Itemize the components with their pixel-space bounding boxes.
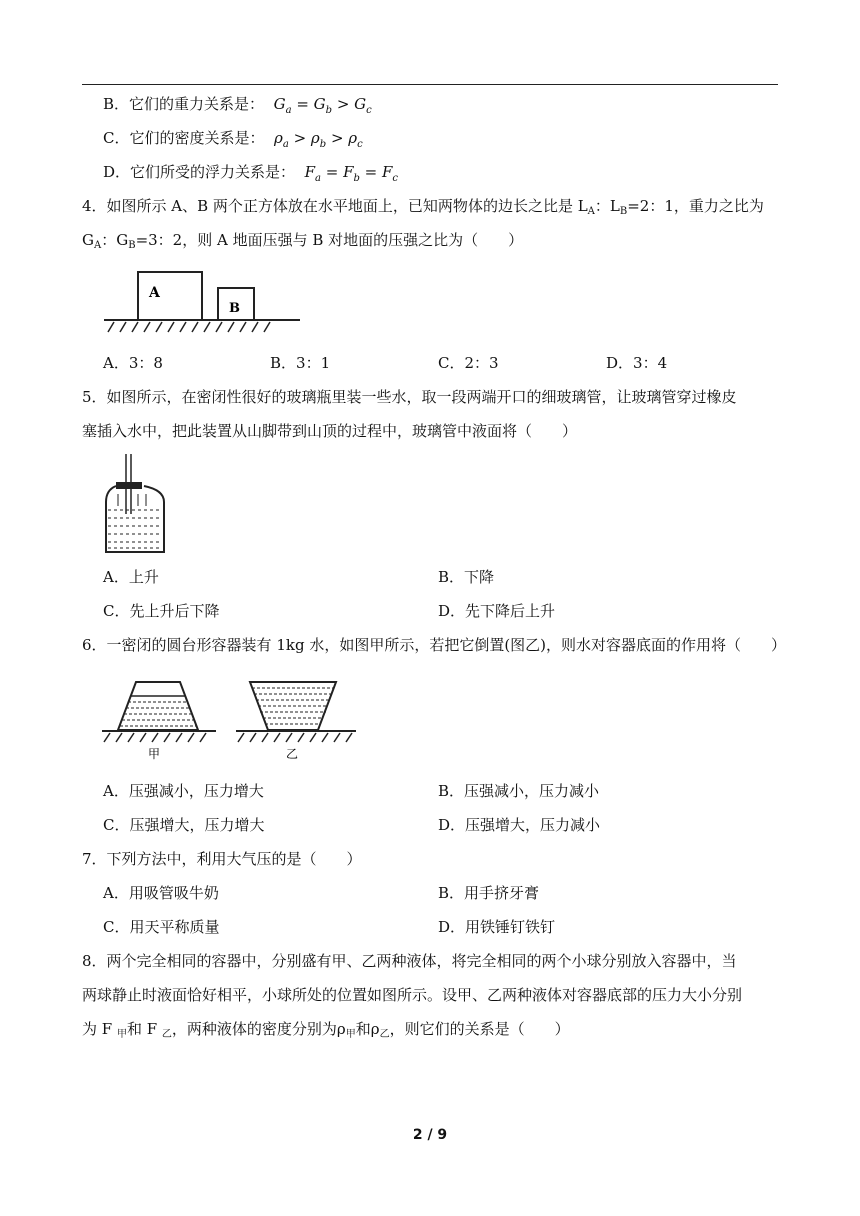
fig-label-yi: 乙 — [286, 747, 299, 761]
q4-stem-line1: 4．如图所示 A、B 两个正方体放在水平地面上，已知两物体的边长之比是 $L_A$：$L_B=2$：1，重力之比为 — [82, 197, 764, 217]
q3-option-b: B．它们的重力关系是： $G_a = G_b > G_c$ — [103, 95, 372, 116]
q5-option-b: B．下降 — [438, 568, 495, 586]
q7-option-b: B．用手挤牙膏 — [438, 884, 540, 902]
q4-stem-line2: $G_A$：$G_B=3$：2，则 A 地面压强与 B 对地面的压强之比为（ ） — [82, 231, 524, 251]
q6-option-d: D．压强增大，压力减小 — [438, 816, 601, 834]
q8-stem-line1: 8．两个完全相同的容器中，分别盛有甲、乙两种液体，将完全相同的两个小球分别放入容器中，当 — [82, 952, 737, 970]
q3-option-d-math: $F_a = F_b = F_c$ — [299, 163, 399, 184]
q5-option-d: D．先下降后上升 — [438, 602, 556, 620]
q5-stem-line1: 5．如图所示，在密闭性很好的玻璃瓶里装一些水，取一段两端开口的细玻璃管，让玻璃管穿过橡皮 — [82, 388, 737, 406]
q5-stem-line2: 塞插入水中，把此装置从山脚带到山顶的过程中，玻璃管中液面将（ ） — [82, 422, 578, 440]
q6-option-a: A．压强减小，压力增大 — [103, 782, 264, 800]
q6-option-b: B．压强减小，压力减小 — [438, 782, 600, 800]
q7-option-c: C．用天平称质量 — [103, 918, 220, 936]
cube-b-label: B — [229, 301, 240, 316]
q4-option-a: A．3：8 — [103, 354, 163, 372]
q8-stem-line2: 两球静止时液面恰好相平，小球所处的位置如图所示。设甲、乙两种液体对容器底部的压力大小分别 — [82, 986, 743, 1004]
q7-option-a: A．用吸管吸牛奶 — [103, 884, 219, 902]
q5-option-c: C．先上升后下降 — [103, 602, 220, 620]
q6-stem-line1: 6．一密闭的圆台形容器装有 1kg 水，如图甲所示，若把它倒置(图乙)，则水对容器底面的作用将（ ） — [82, 636, 787, 654]
q3-option-d: D．它们所受的浮力关系是： $F_a = F_b = F_c$ — [103, 163, 399, 184]
cube-a-label: A — [149, 285, 160, 301]
q4-option-d: D．3：4 — [606, 354, 668, 372]
q4-option-c: C．2：3 — [438, 354, 499, 372]
q4-option-b: B．3：1 — [270, 354, 331, 372]
q8-stem-line3: 为 F $_甲$和 F $_乙$，两种液体的密度分别为$\rho_甲$和$\rho_乙$，则它们的关系是（ ） — [82, 1020, 570, 1040]
q7-stem-line1: 7．下列方法中，利用大气压的是（ ） — [82, 850, 362, 868]
q7-option-d: D．用铁锤钉铁钉 — [438, 918, 556, 936]
q6-figure-frustums — [100, 674, 360, 762]
q4-figure-cubes — [100, 264, 305, 336]
q6-option-c: C．压强增大，压力增大 — [103, 816, 265, 834]
q3-option-b-math: $G_a = G_b > G_c$ — [268, 95, 372, 116]
q5-option-a: A．上升 — [103, 568, 159, 586]
header-rule — [82, 84, 778, 85]
q5-figure-bottle — [100, 452, 170, 556]
q3-option-c-math: $\rho_a > \rho_b > \rho_c$ — [269, 129, 363, 150]
q3-option-c: C．它们的密度关系是： $\rho_a > \rho_b > \rho_c$ — [103, 129, 363, 150]
page-number: 2 / 9 — [412, 1127, 448, 1143]
fig-label-jia: 甲 — [148, 747, 161, 761]
